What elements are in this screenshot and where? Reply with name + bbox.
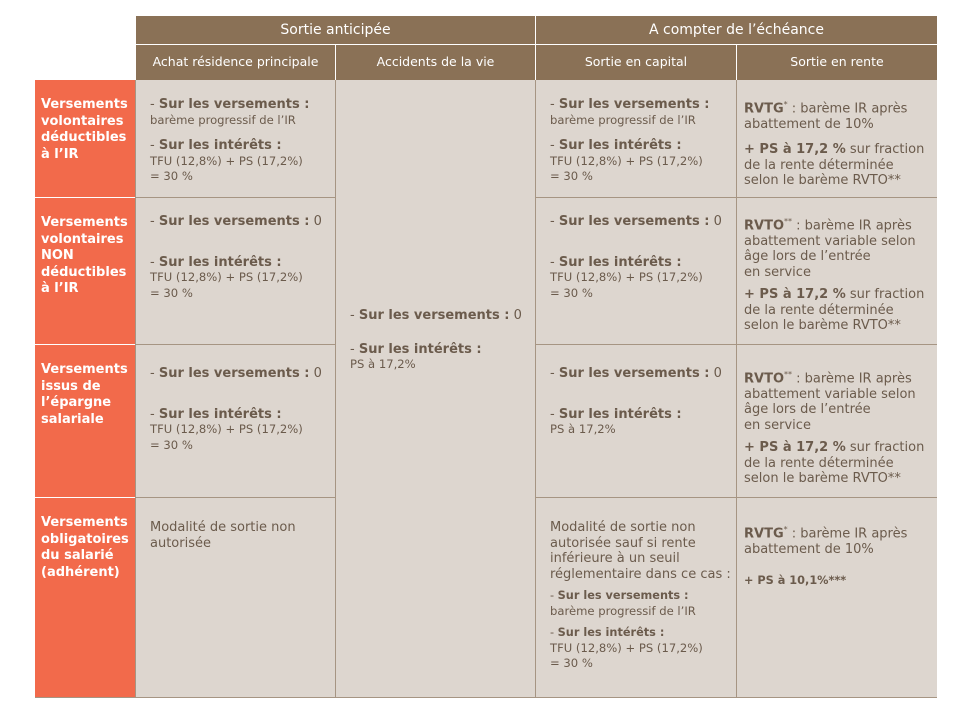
cell-achat-row3: - Sur les versements : 0 - Sur les intérêts : TFU (12,8%) + PS (17,2%) = 30 % xyxy=(150,366,322,452)
header-divider xyxy=(335,45,336,80)
header-a-compter-echeance: A compter de l’échéance xyxy=(536,16,937,44)
row-header-volontaires-non-deductibles: Versements volontaires NON déductibles à l’IR xyxy=(35,198,135,344)
grid-line xyxy=(136,497,335,498)
grid-line xyxy=(136,197,335,198)
cell-rente-row4: RVTG* : barème IR après abattement de 10% + PS à 10,1%*** xyxy=(744,525,908,588)
row-header-divider xyxy=(35,497,135,498)
cell-capital-row1: - Sur les versements : barème progressif de l’IR - Sur les intérêts : TFU (12,8%) + PS (17,2%) = 30 % xyxy=(550,97,710,183)
row-header-obligatoires-salarie: Versements obligatoires du salarié (adhérent) xyxy=(35,498,135,698)
col-header-achat-residence: Achat résidence principale xyxy=(136,45,335,80)
header-sortie-anticipee: Sortie anticipée xyxy=(136,16,535,44)
cell-achat-row1: - Sur les versements : barème progressif de l’IR - Sur les intérêts : TFU (12,8%) + PS (17,2%) = 30 % xyxy=(150,97,310,183)
grid-line xyxy=(335,80,336,698)
cell-capital-row2: - Sur les versements : 0 - Sur les intérêts : TFU (12,8%) + PS (17,2%) = 30 % xyxy=(550,214,722,300)
cell-rente-row2: RVTO** : barème IR après abattement variable selon âge lors de l’entrée en service + PS à 17,2 % sur fraction de la rente déterminée selon le barème RVTO** xyxy=(744,217,925,334)
cell-achat-row4: Modalité de sortie non autorisée xyxy=(150,520,296,551)
row-header-divider xyxy=(35,344,135,345)
cell-accidents-vie: - Sur les versements : 0 - Sur les intérêts : PS à 17,2% xyxy=(350,308,522,371)
grid-line xyxy=(536,344,937,345)
cell-rente-row3: RVTO** : barème IR après abattement variable selon âge lors de l’entrée en service + PS à 17,2 % sur fraction de la rente déterminée selon le barème RVTO** xyxy=(744,370,925,487)
cell-achat-row2: - Sur les versements : 0 - Sur les intérêts : TFU (12,8%) + PS (17,2%) = 30 % xyxy=(150,214,322,300)
grid-line xyxy=(536,497,937,498)
cell-capital-row3: - Sur les versements : 0 - Sur les intérêts : PS à 17,2% xyxy=(550,366,722,436)
grid-line xyxy=(136,344,335,345)
row-header-volontaires-deductibles: Versements volontaires déductibles à l’IR xyxy=(35,80,135,197)
col-header-sortie-capital: Sortie en capital xyxy=(536,45,736,80)
grid-line xyxy=(35,697,937,698)
col-header-sortie-rente: Sortie en rente xyxy=(737,45,937,80)
grid-line xyxy=(536,197,937,198)
row-header-divider xyxy=(35,197,135,198)
row-header-epargne-salariale: Versements issus de l’épargne salariale xyxy=(35,345,135,497)
cell-rente-row1: RVTG* : barème IR après abattement de 10% + PS à 17,2 % sur fraction de la rente déterminée selon le barème RVTO** xyxy=(744,100,925,189)
col-header-accidents-vie: Accidents de la vie xyxy=(336,45,535,80)
cell-capital-row4: Modalité de sortie non autorisée sauf si rente inférieure à un seuil réglementaire dans ce cas : - Sur les versements : barème progressif de l’IR - Sur les intérêts : TFU (12,8%) + PS (17,2%) = 30 % xyxy=(550,520,731,670)
header-divider xyxy=(736,45,737,80)
